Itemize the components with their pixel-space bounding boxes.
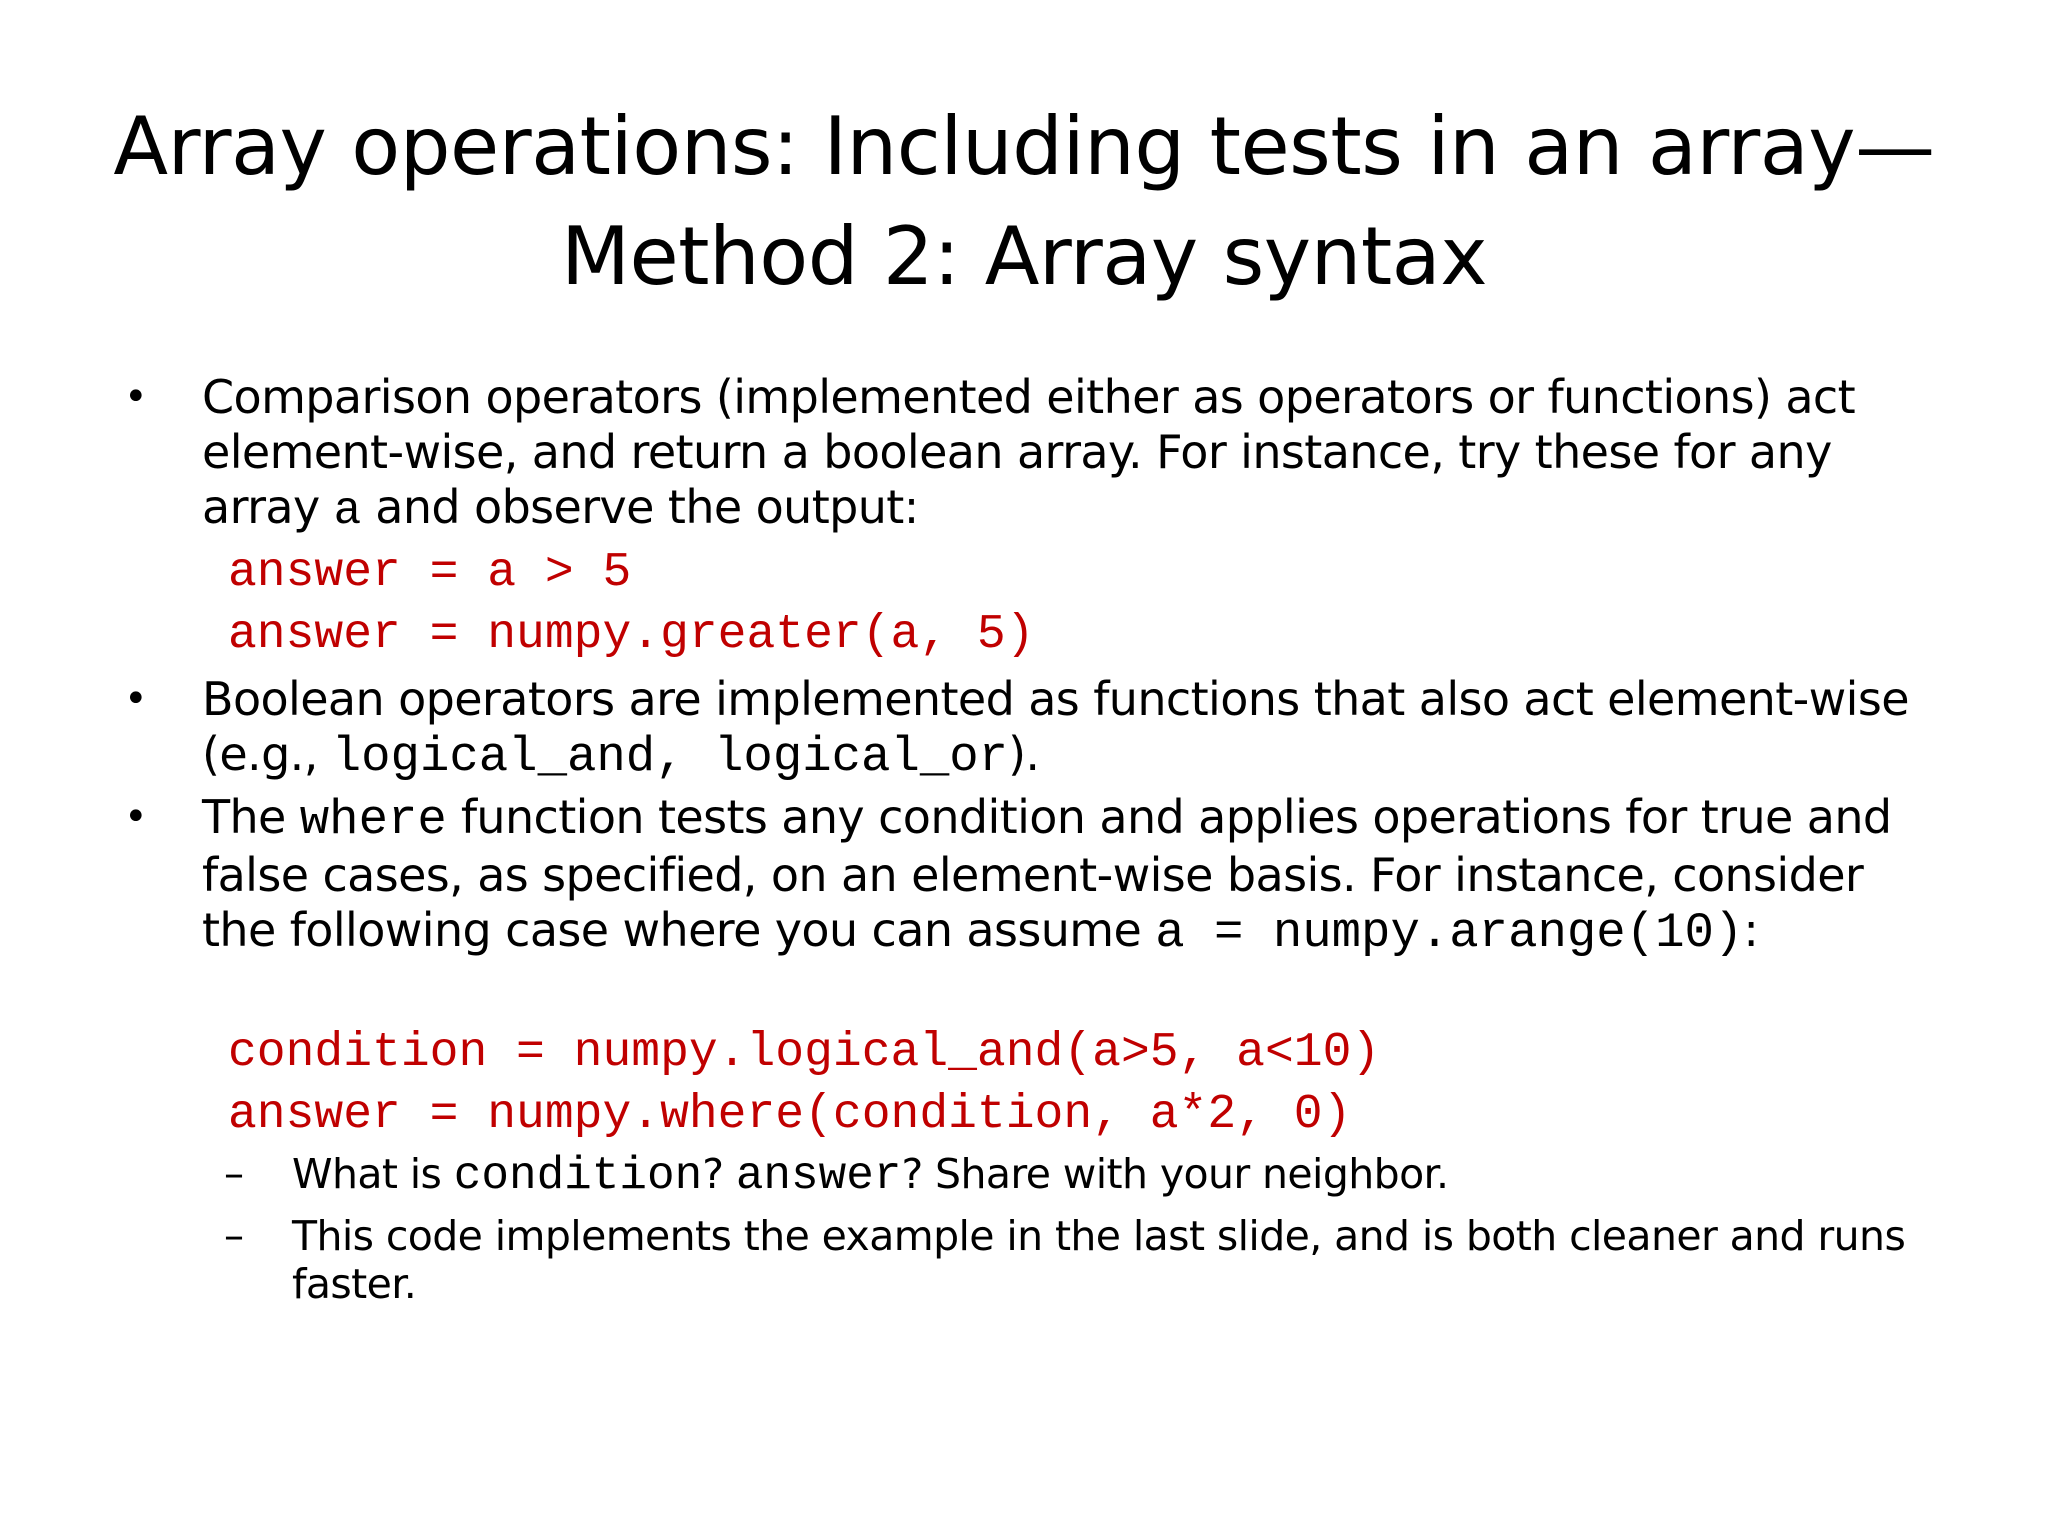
- title-line-2: Method 2: Array syntax: [560, 210, 1488, 303]
- sub-bullet-2-text: This code implements the example in the last slide, and is both cleaner and runs faster.: [292, 1212, 1906, 1308]
- code-line-numpy-where: answer = numpy.where(condition, a*2, 0): [228, 1088, 1352, 1142]
- sub-bullet-marker-2: –: [224, 1213, 244, 1259]
- bullet-2-text-a: Boolean operators are implemented as functions that also act element-wise (e.g.,: [202, 672, 1909, 781]
- bullet-1-text: [202, 370, 1942, 539]
- sub-bullet-marker-1: –: [224, 1151, 244, 1197]
- inline-code-logical-ops: logical_and, logical_or: [331, 729, 1009, 785]
- code-line-numpy-greater: answer = numpy.greater(a, 5): [228, 608, 1035, 662]
- code-line-condition: condition = numpy.logical_and(a>5, a<10): [228, 1026, 1381, 1080]
- bullet-1-text-b: and observe the output:: [361, 480, 919, 534]
- bullet-3-text-c: :: [1743, 903, 1759, 957]
- bullet-3-text-b: function tests any condition and applies operations for true and false cases, as specified, on an element-wise basis. For instance, consider the following case where you can assume: [202, 790, 1892, 957]
- inline-code-arange: a = numpy.arange(10): [1155, 905, 1744, 961]
- bullet-3-text: [202, 790, 1942, 961]
- bullet-marker-2: •: [124, 676, 148, 722]
- inline-code-where: where: [299, 792, 447, 848]
- sub-bullet-1-text-a: What is: [292, 1150, 454, 1198]
- bullet-2-text: [202, 672, 1942, 785]
- code-line-greater-operator: answer = a > 5: [228, 546, 632, 600]
- sub-bullet-1-text-b: ?: [702, 1150, 736, 1198]
- inline-code-answer: answer: [735, 1150, 902, 1202]
- inline-code-condition: condition: [453, 1150, 703, 1202]
- bullet-1-text-a: Comparison operators (implemented either as operators or functions) act element-wise, and return a boolean array. For instance, try these for any array: [202, 370, 1856, 534]
- bullet-3-text-a: The: [202, 790, 300, 844]
- bullet-marker-3: •: [124, 794, 148, 840]
- sub-bullet-1-text: [292, 1150, 1932, 1200]
- slide-title: [0, 92, 2048, 312]
- bullet-marker-1: •: [124, 374, 148, 420]
- bullet-2-text-b: ).: [1008, 727, 1040, 781]
- title-line-1: Array operations: Including tests in an array—: [113, 100, 1935, 193]
- inline-code-a: a: [333, 485, 362, 537]
- sub-bullet-1-text-c: ? Share with your neighbor.: [901, 1150, 1449, 1198]
